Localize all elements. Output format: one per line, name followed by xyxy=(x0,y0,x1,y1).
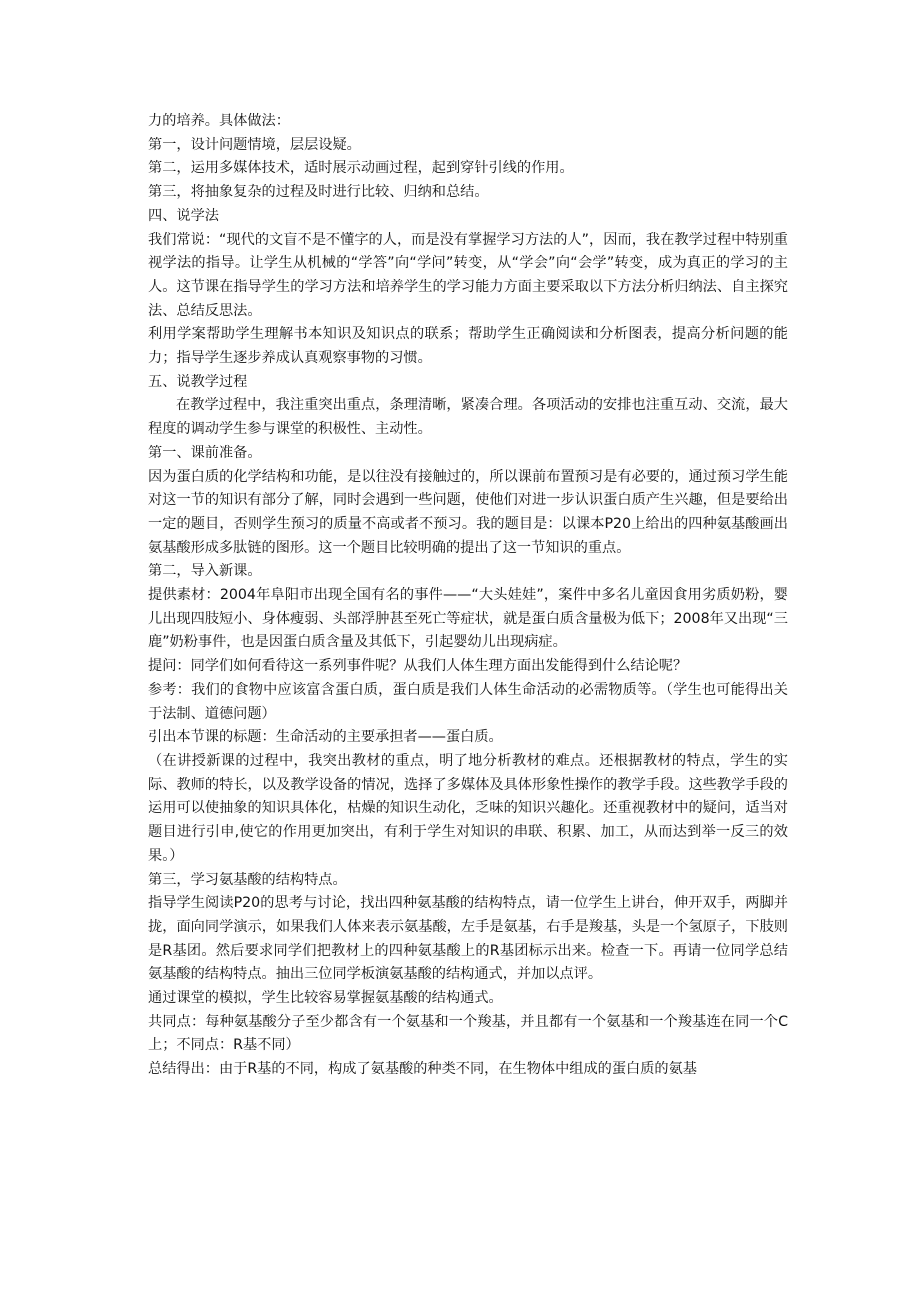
paragraph-13: 提供素材：2004年阜阳市出现全国有名的事件——“大头娃娃”，案件中多名儿童因食用劣质奶粉，婴儿出现四肢短小、身体瘦弱、头部浮肿甚至死亡等症状，就是蛋白质含量极为低下；2008年又出现“三鹿”奶粉事件，也是因蛋白质含量及其低下，引起婴幼儿出现病症。 xyxy=(148,587,788,651)
document-body xyxy=(148,110,788,1082)
paragraph-6: 我们常说：“现代的文盲不是不懂字的人，而是没有掌握学习方法的人”，因而，我在教学过程中特别重视学法的指导。让学生从机械的“学答”向“学问”转变，从“学会”向“会学”转变，成为真正的学习的主人。这节课在指导学生的学习方法和培养学生的学习能力方面主要采取以下方法分析归纳法、自主探究法、总结反思法。 xyxy=(148,231,788,319)
paragraph-17: （在讲授新课的过程中，我突出教材的重点，明了地分析教材的难点。还根据教材的特点，学生的实际、教师的特长，以及教学设备的情况，选择了多媒体及具体形象性操作的教学手段。这些教学手段的运用可以使抽象的知识具体化，枯燥的知识生动化，乏味的知识兴趣化。还重视教材中的疑问，适当对题目进行引申,使它的作用更加突出，有利于学生对知识的串联、积累、加工，从而达到举一反三的效果。） xyxy=(148,752,788,864)
section-heading-teaching-process: 五、说教学过程 xyxy=(148,373,248,390)
paragraph-20: 通过课堂的模拟，学生比较容易掌握氨基酸的结构通式。 xyxy=(148,990,503,1007)
paragraph-2: 第一，设计问题情境，层层设疑。 xyxy=(148,136,361,153)
paragraph-18: 第三，学习氨基酸的结构特点。 xyxy=(148,871,347,888)
paragraph-3: 第二，运用多媒体技术，适时展示动画过程，起到穿针引线的作用。 xyxy=(148,160,574,177)
paragraph-11: 因为蛋白质的化学结构和功能，是以往没有接触过的，所以课前布置预习是有必要的，通过预习学生能对这一节的知识有部分了解，同时会遇到一些问题，使他们对进一步认识蛋白质产生兴趣，但是要给出一定的题目，否则学生预习的质量不高或者不预习。我的题目是：以课本P20上给出的四种氨基酸画出氨基酸形成多肽链的图形。这一个题目比较明确的提出了这一节知识的重点。 xyxy=(148,468,788,556)
paragraph-12: 第二，导入新课。 xyxy=(148,563,262,580)
paragraph-15: 参考：我们的食物中应该富含蛋白质，蛋白质是我们人体生命活动的必需物质等。（学生也可能得出关于法制、道德问题） xyxy=(148,681,788,722)
paragraph-21: 共同点：每种氨基酸分子至少都含有一个氨基和一个羧基，并且都有一个氨基和一个羧基连在同一个C上；不同点：R基不同） xyxy=(148,1013,788,1054)
paragraph-14: 提问：同学们如何看待这一系列事件呢？从我们人体生理方面出发能得到什么结论呢？ xyxy=(148,658,688,675)
paragraph-22: 总结得出：由于R基的不同，构成了氨基酸的种类不同，在生物体中组成的蛋白质的氨基 xyxy=(148,1061,697,1078)
paragraph-19: 指导学生阅读P20的思考与讨论，找出四种氨基酸的结构特点，请一位学生上讲台，伸开双手，两脚并拢，面向同学演示，如果我们人体来表示氨基酸，左手是氨基，右手是羧基，头是一个氢原子，下肢则是R基团。然后要求同学们把教材上的四种氨基酸上的R基团标示出来。检查一下。再请一位同学总结氨基酸的结构特点。抽出三位同学板演氨基酸的结构通式，并加以点评。 xyxy=(148,895,788,983)
paragraph-1: 力的培养。具体做法： xyxy=(148,113,290,129)
paragraph-16: 引出本节课的标题：生命活动的主要承担者——蛋白质。 xyxy=(148,729,503,746)
paragraph-4: 第三，将抽象复杂的过程及时进行比较、归纳和总结。 xyxy=(148,184,489,201)
paragraph-9: 在教学过程中，我注重突出重点，条理清晰，紧凑合理。各项活动的安排也注重互动、交流，最大程度的调动学生参与课堂的积极性、主动性。 xyxy=(148,397,788,438)
paragraph-7: 利用学案帮助学生理解书本知识及知识点的联系；帮助学生正确阅读和分析图表，提高分析问题的能力；指导学生逐步养成认真观察事物的习惯。 xyxy=(148,326,788,367)
section-heading-study-method: 四、说学法 xyxy=(148,207,219,224)
paragraph-10: 第一、课前准备。 xyxy=(148,444,262,461)
